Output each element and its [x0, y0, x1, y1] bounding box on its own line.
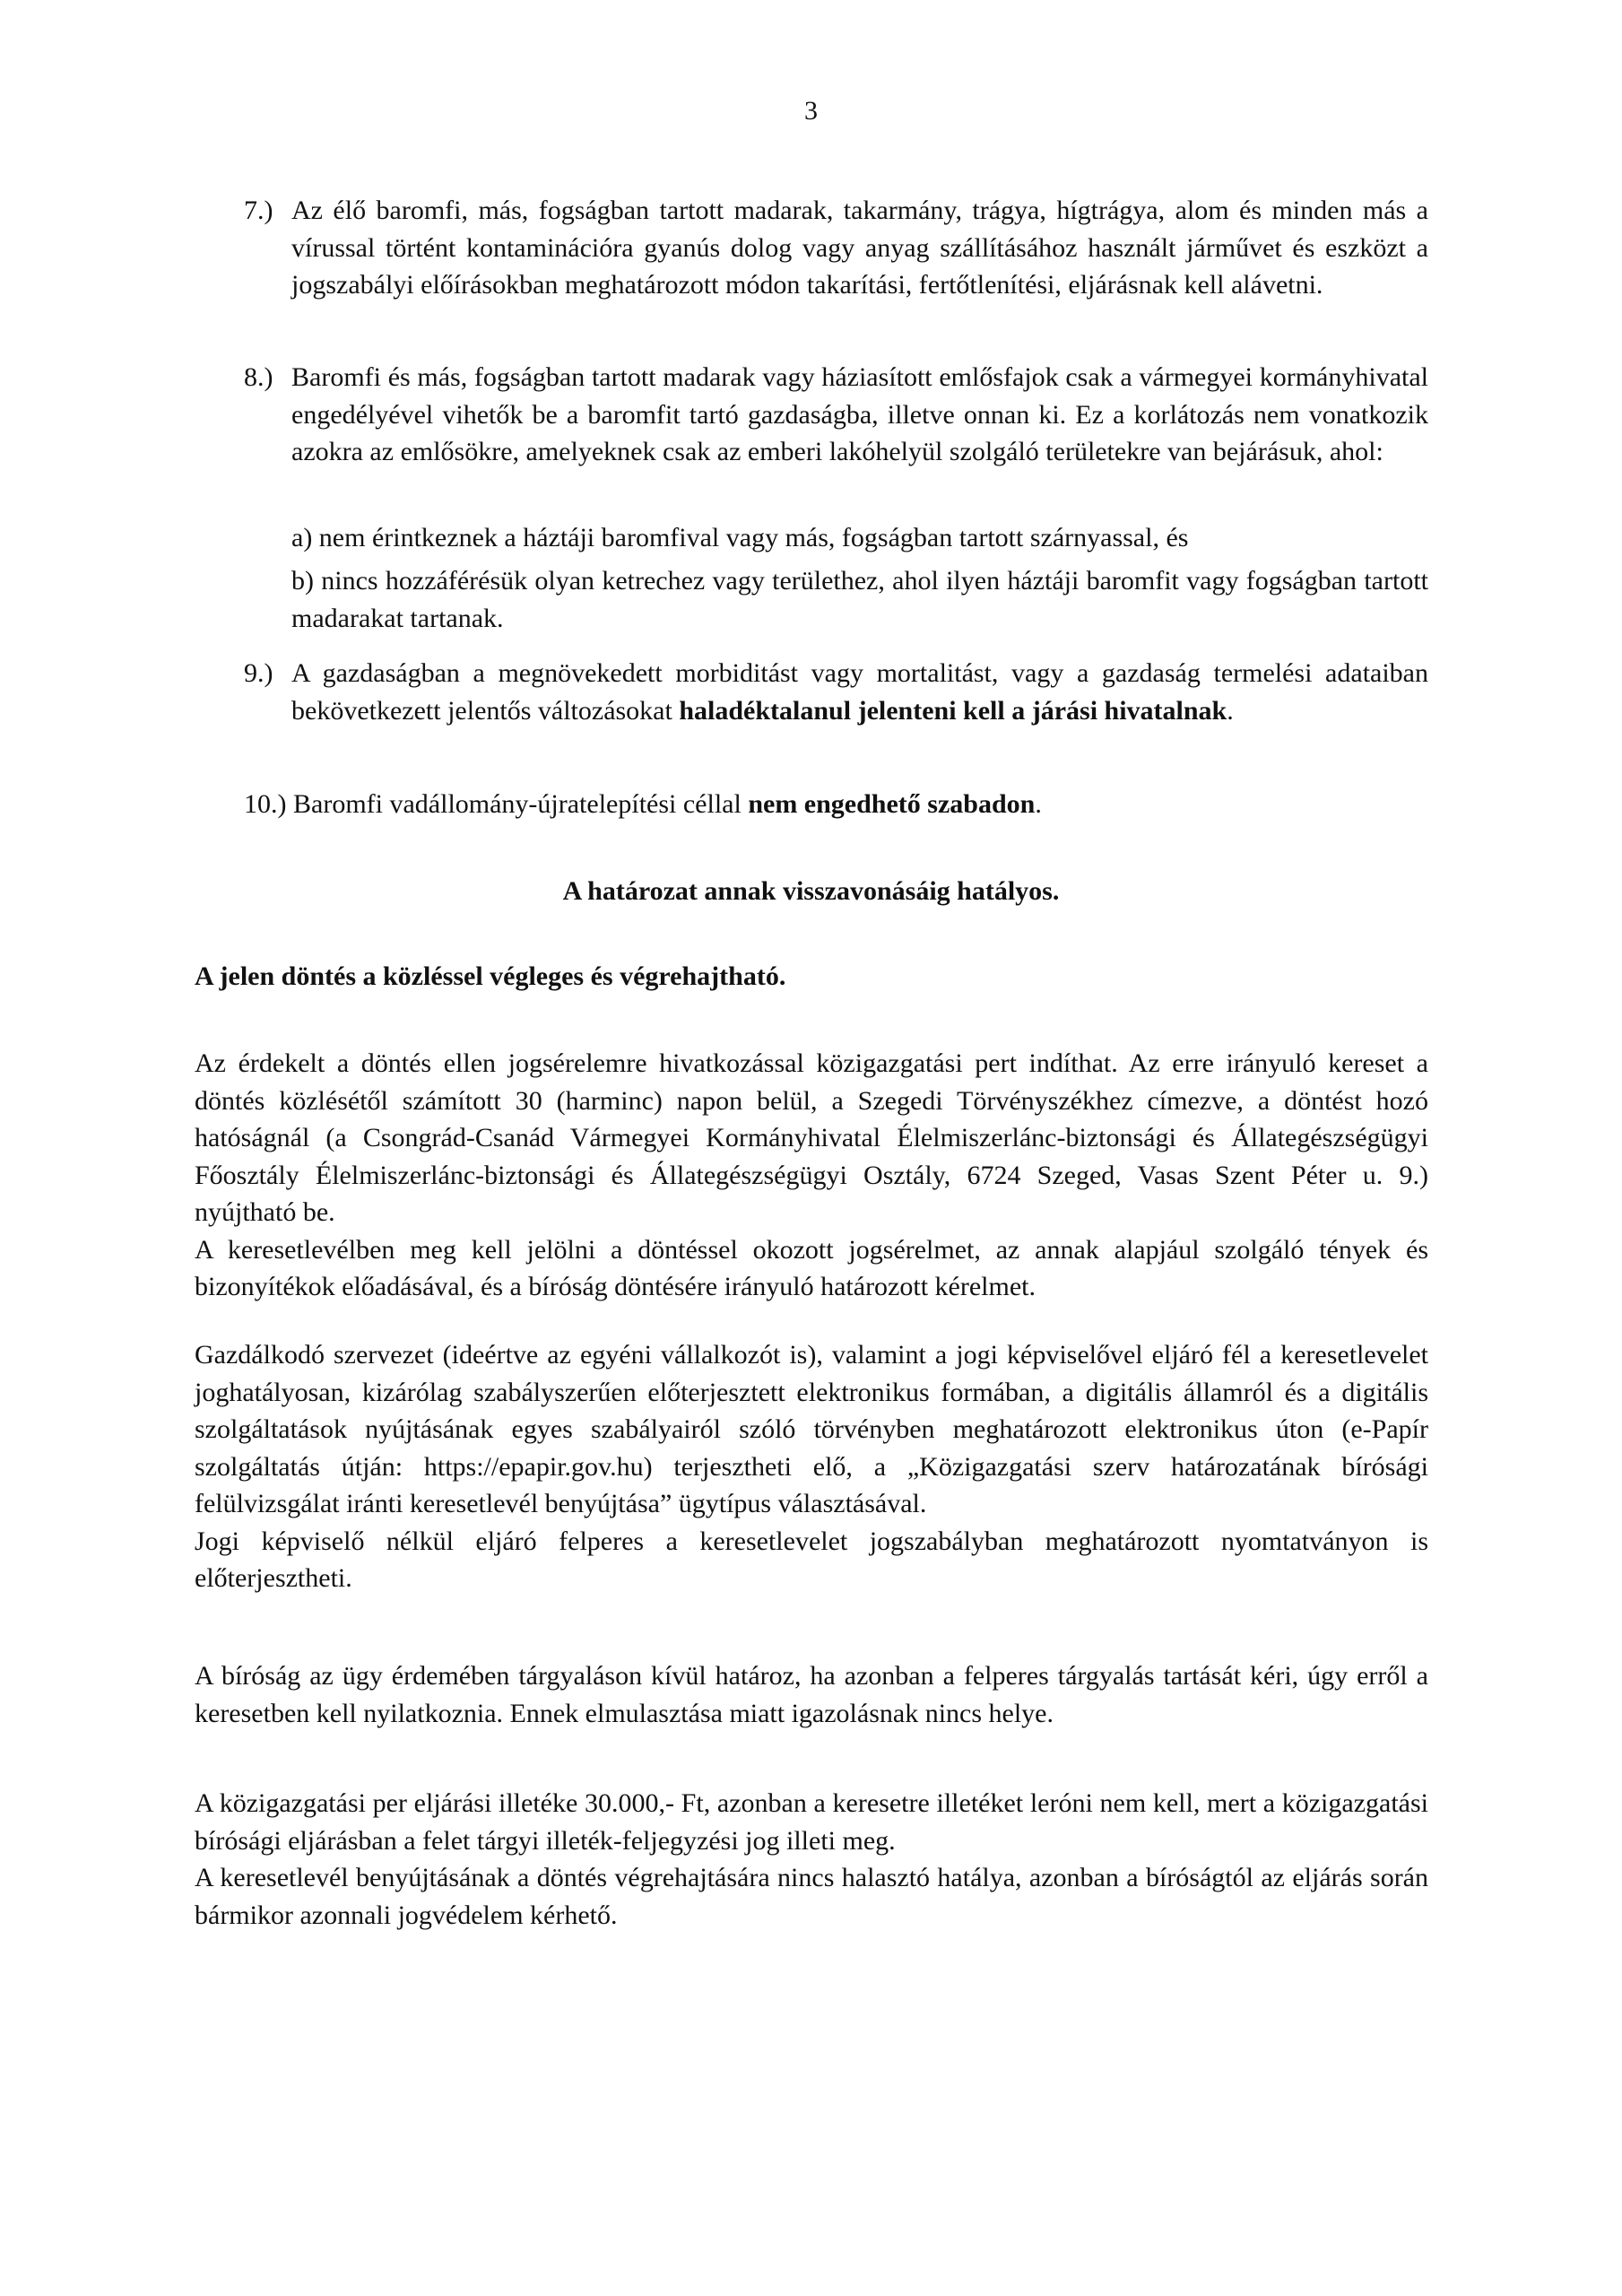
appeal-paragraph	[195, 1045, 1428, 1306]
final-heading: A jelen döntés a közléssel végleges és végrehajtható.	[195, 961, 786, 991]
item-number: 9.)	[244, 658, 273, 688]
item-text-plain: Baromfi vadállomány-újratelepítési céllal	[293, 789, 749, 819]
sub-item-b: b) nincs hozzáférésük olyan ketrechez vagy területhez, ahol ilyen háztáji baromfit vagy fogságban tartott madarakat tartanak.	[291, 566, 1428, 633]
hearing-paragraph: A bíróság az ügy érdemében tárgyaláson kívül határoz, ha azonban a felperes tárgyalás tartását kéri, úgy erről a keresetben kell nyilatkoznia. Ennek elmulasztása miatt igazolásnak nincs helye.	[195, 1661, 1428, 1728]
suspension-text: A keresetlevél benyújtásának a döntés végrehajtására nincs halasztó hatálya, azonban a bíróságtól az eljárás során bármikor azonnali jogvédelem kérhető.	[195, 1863, 1428, 1930]
item-number: 7.)	[244, 196, 273, 225]
item-text-bold: nem engedhető szabadon	[748, 789, 1036, 819]
electronic-submission-paragraph	[195, 1336, 1428, 1597]
list-item-9	[244, 655, 1428, 729]
list-item-10	[244, 786, 1428, 823]
fee-text: A közigazgatási per eljárási illetéke 30.000,- Ft, azonban a keresetre illetéket leróni nem kell, mert a közigazgatási bírósági eljárásban a felet tárgyi illeték-feljegyzési jog illeti meg.	[195, 1788, 1428, 1856]
list-item-7	[244, 192, 1428, 304]
appeal-text-2: A keresetlevélben meg kell jelölni a döntéssel okozott jogsérelmet, az annak alapjául szolgáló tények és bizonyítékok előadásával, és a bíróság döntésére irányuló határozott kérelmet.	[195, 1234, 1428, 1301]
item-text: Az élő baromfi, más, fogságban tartott madarak, takarmány, trágya, hígtrágya, alom és minden más a vírussal történt kontaminációra gyanús dolog vagy anyag szállításához használt járművet és eszközt a jogszabályi előírásokban meghatározott módon takarítási, fertőtlenítési, eljárásnak kell alávetni.	[291, 196, 1428, 300]
sub-item-a: a) nem érintkeznek a háztáji baromfival vagy más, fogságban tartott szárnyassal, és	[291, 523, 1189, 552]
list-item-8	[244, 359, 1428, 471]
item-text	[291, 655, 1428, 729]
item-text	[244, 786, 1428, 823]
validity-heading: A határozat annak visszavonásáig hatályos.	[562, 876, 1060, 906]
item-text-plain: A gazdaságban a megnövekedett morbiditást vagy mortalitást, vagy a gazdaság termelési adataiban bekövetkezett jelentős változásokat	[291, 658, 1428, 726]
fee-paragraph	[195, 1785, 1428, 1934]
item-text: Baromfi és más, fogságban tartott madarak vagy háziasított emlősfajok csak a vármegyei kormányhivatal engedélyével vihetők be a baromfit tartó gazdaságba, illetve onnan ki. Ez a korlátozás nem vonatkozik azokra az emlősökre, amelyeknek csak az emberi lakóhelyül szolgáló területekre van bejárásuk, ahol:	[291, 362, 1428, 466]
item-number: 10.)	[244, 789, 287, 819]
item-text-end: .	[1035, 789, 1042, 819]
item-text-bold: haladéktalanul jelenteni kell a járási hivatalnak	[679, 695, 1227, 726]
page-number: 3	[804, 96, 818, 126]
no-representative-text: Jogi képviselő nélkül eljáró felperes a keresetlevelet jogszabályban meghatározott nyomtatványon is előterjesztheti.	[195, 1526, 1428, 1593]
appeal-text: Az érdekelt a döntés ellen jogsérelemre hivatkozással közigazgatási pert indíthat. Az erre irányuló kereset a döntés közlésétől számított 30 (harminc) napon belül, a Szegedi Törvényszékhez címezve, a döntést hozó hatóságnál (a Csongrád-Csanád Vármegyei Kormányhivatal Élelmiszerlánc-biztonsági és Állategészségügyi Főosztály Élelmiszerlánc-biztonsági és Állategészségügyi Osztály, 6724 Szeged, Vasas Szent Péter u. 9.) nyújtható be.	[195, 1048, 1428, 1227]
item-text-end: .	[1227, 695, 1234, 726]
electronic-text: Gazdálkodó szervezet (ideértve az egyéni vállalkozót is), valamint a jogi képviselővel eljáró fél a keresetlevelet joghatályosan, kizárólag szabályszerűen előterjesztett elektronikus formában, a digitális államról és a digitális szolgáltatások nyújtásának egyes szabályairól szóló törvényben meghatározott elektronikus úton (e-Papír szolgáltatás útján: https://epapir.gov.hu) terjesztheti elő, a „Közigazgatási szerv határozatának bírósági felülvizsgálat iránti keresetlevél benyújtása” ügytípus választásával.	[195, 1340, 1428, 1518]
item-number: 8.)	[244, 362, 273, 392]
